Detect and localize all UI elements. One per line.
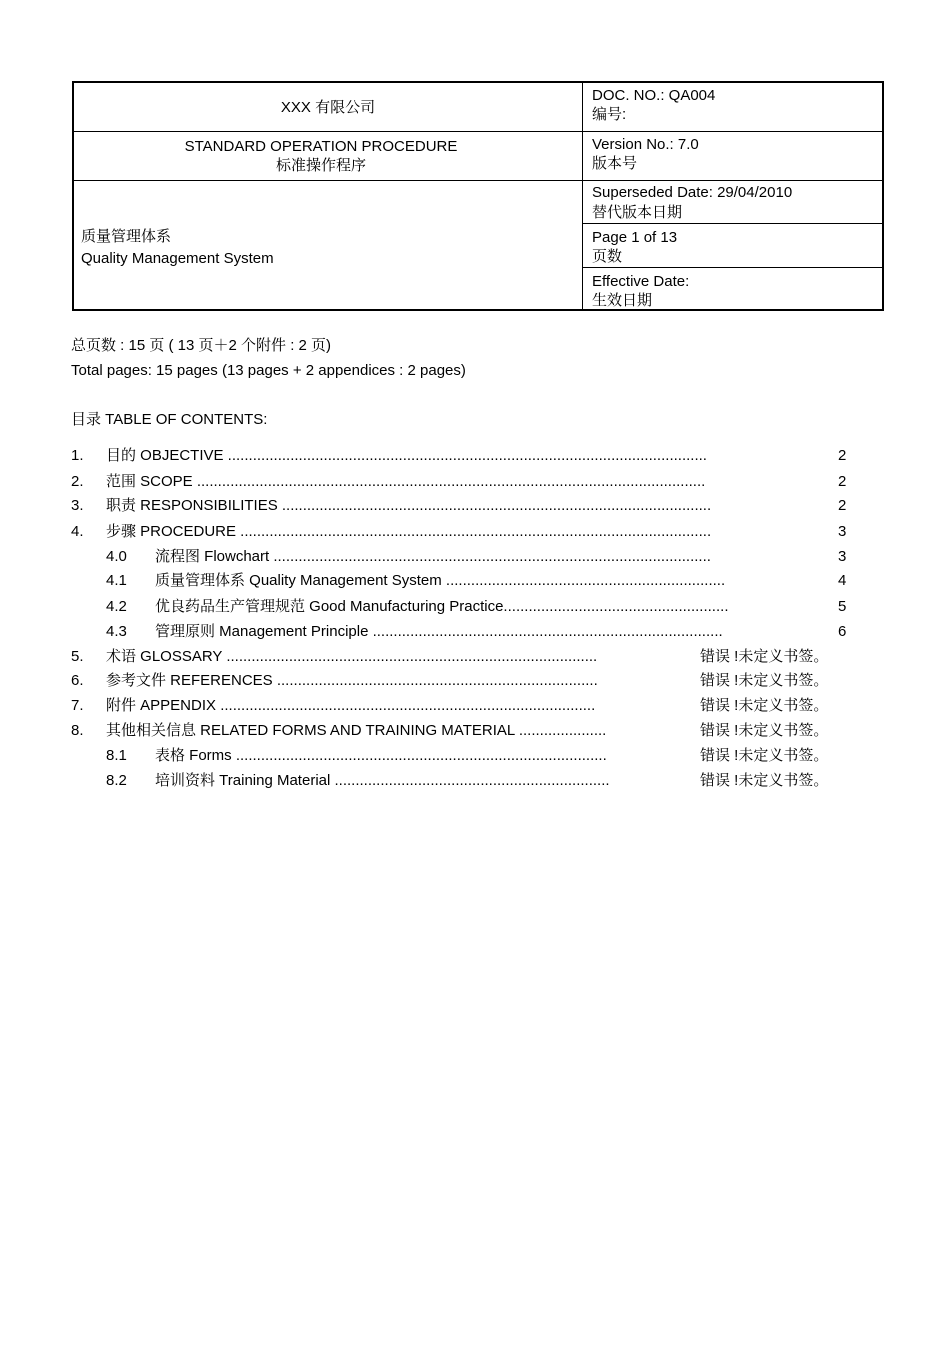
- toc-entry-title: 其他相关信息 RELATED FORMS AND TRAINING MATERIAL .....................: [106, 722, 607, 739]
- toc-entry[interactable]: [0, 746, 950, 766]
- effective-date: Effective Date:: [592, 273, 690, 290]
- toc-entry-title: 管理原则 Management Principle ....................................................................................: [155, 623, 723, 640]
- toc-entry[interactable]: [0, 647, 950, 667]
- toc-title: 目录 TABLE OF CONTENTS:: [71, 411, 268, 428]
- toc-entry-number: 1.: [71, 447, 84, 464]
- toc-entry-number: 6.: [71, 672, 84, 689]
- header-divider: [582, 223, 882, 224]
- toc-entry[interactable]: [0, 771, 950, 791]
- toc-entry-title: 术语 GLOSSARY .........................................................................................: [106, 648, 598, 665]
- toc-entry-page: 3: [838, 523, 847, 540]
- toc-entry-page: 错误 !未定义书签。: [700, 772, 829, 789]
- toc-entry-title: 培训资料 Training Material ..................................................................: [155, 772, 610, 789]
- toc-entry-number: 8.1: [106, 747, 127, 764]
- toc-entry[interactable]: [0, 547, 950, 567]
- toc-entry-page: 错误 !未定义书签。: [700, 648, 829, 665]
- toc-entry-title: 步骤 PROCEDURE .................................................................................................................: [106, 523, 712, 540]
- doc-number-cn: 编号:: [592, 106, 627, 123]
- system-name: Quality Management System: [81, 250, 274, 267]
- toc-entry-page: 错误 !未定义书签。: [700, 722, 829, 739]
- toc-entry-title: 附件 APPENDIX ..........................................................................................: [106, 697, 596, 714]
- toc-entry[interactable]: [0, 522, 950, 542]
- toc-entry-number: 4.3: [106, 623, 127, 640]
- version-number-cn: 版本号: [592, 155, 638, 172]
- toc-entry-number: 5.: [71, 648, 84, 665]
- toc-entry-title: 参考文件 REFERENCES .............................................................................: [106, 672, 598, 689]
- toc-entry-page: 2: [838, 497, 847, 514]
- document-header-table: [72, 81, 884, 311]
- toc-entry-title: 质量管理体系 Quality Management System ...................................................................: [155, 572, 726, 589]
- superseded-date: Superseded Date: 29/04/2010: [592, 184, 793, 201]
- toc-entry-number: 3.: [71, 497, 84, 514]
- toc-entry-page: 4: [838, 572, 847, 589]
- toc-entry-page: 5: [838, 598, 847, 615]
- header-divider: [582, 267, 882, 268]
- sop-title-cn: 标准操作程序: [275, 157, 366, 174]
- toc-entry[interactable]: [0, 696, 950, 716]
- sop-title: STANDARD OPERATION PROCEDURE: [184, 138, 458, 155]
- toc-entry-number: 8.: [71, 722, 84, 739]
- version-number: Version No.: 7.0: [592, 136, 699, 153]
- effective-date-cn: 生效日期: [592, 292, 653, 309]
- toc-entry-page: 2: [838, 473, 847, 490]
- toc-entry-number: 4.: [71, 523, 84, 540]
- toc-entry-number: 7.: [71, 697, 84, 714]
- page-count: Total pages: 15 pages (13 pages + 2 appendices : 2 pages): [71, 362, 466, 379]
- toc-entry[interactable]: [0, 571, 950, 591]
- toc-entry-page: 3: [838, 548, 847, 565]
- toc-entry-page: 错误 !未定义书签。: [700, 747, 829, 764]
- toc-entry-page: 6: [838, 623, 847, 640]
- toc-entry-page: 错误 !未定义书签。: [700, 697, 829, 714]
- toc-entry-title: 优良药品生产管理规范 Good Manufacturing Practice......................................................: [155, 598, 729, 615]
- toc-entry[interactable]: [0, 446, 950, 466]
- toc-entry[interactable]: [0, 472, 950, 492]
- page-number-cn: 页数: [592, 248, 623, 265]
- toc-entry[interactable]: [0, 721, 950, 741]
- toc-entry-number: 4.2: [106, 598, 127, 615]
- doc-number: DOC. NO.: QA004: [592, 87, 716, 104]
- toc-entry-title: 范围 SCOPE ..........................................................................................................................: [106, 473, 706, 490]
- toc-entry-number: 4.1: [106, 572, 127, 589]
- page-count-cn: 总页数 : 15 页 ( 13 页＋2 个附件 : 2 页): [71, 337, 332, 354]
- header-divider: [582, 83, 583, 311]
- toc-entry[interactable]: [0, 671, 950, 691]
- toc-entry-number: 4.0: [106, 548, 127, 565]
- toc-entry[interactable]: [0, 622, 950, 642]
- toc-entry-title: 表格 Forms .........................................................................................: [155, 747, 607, 764]
- toc-entry-number: 8.2: [106, 772, 127, 789]
- system-name-cn: 质量管理体系: [81, 228, 172, 245]
- superseded-date-cn: 替代版本日期: [592, 204, 683, 221]
- company-name: XXX 有限公司: [280, 99, 376, 116]
- header-divider: [74, 131, 882, 132]
- header-divider: [74, 180, 882, 181]
- toc-entry-number: 2.: [71, 473, 84, 490]
- toc-entry-title: 职责 RESPONSIBILITIES .......................................................................................................: [106, 497, 712, 514]
- page-number: Page 1 of 13: [592, 229, 678, 246]
- toc-entry[interactable]: [0, 496, 950, 516]
- toc-entry-page: 错误 !未定义书签。: [700, 672, 829, 689]
- toc-entry-page: 2: [838, 447, 847, 464]
- toc-entry-title: 流程图 Flowchart .........................................................................................................: [155, 548, 711, 565]
- toc-entry[interactable]: [0, 597, 950, 617]
- toc-entry-title: 目的 OBJECTIVE ...................................................................................................................: [106, 447, 707, 464]
